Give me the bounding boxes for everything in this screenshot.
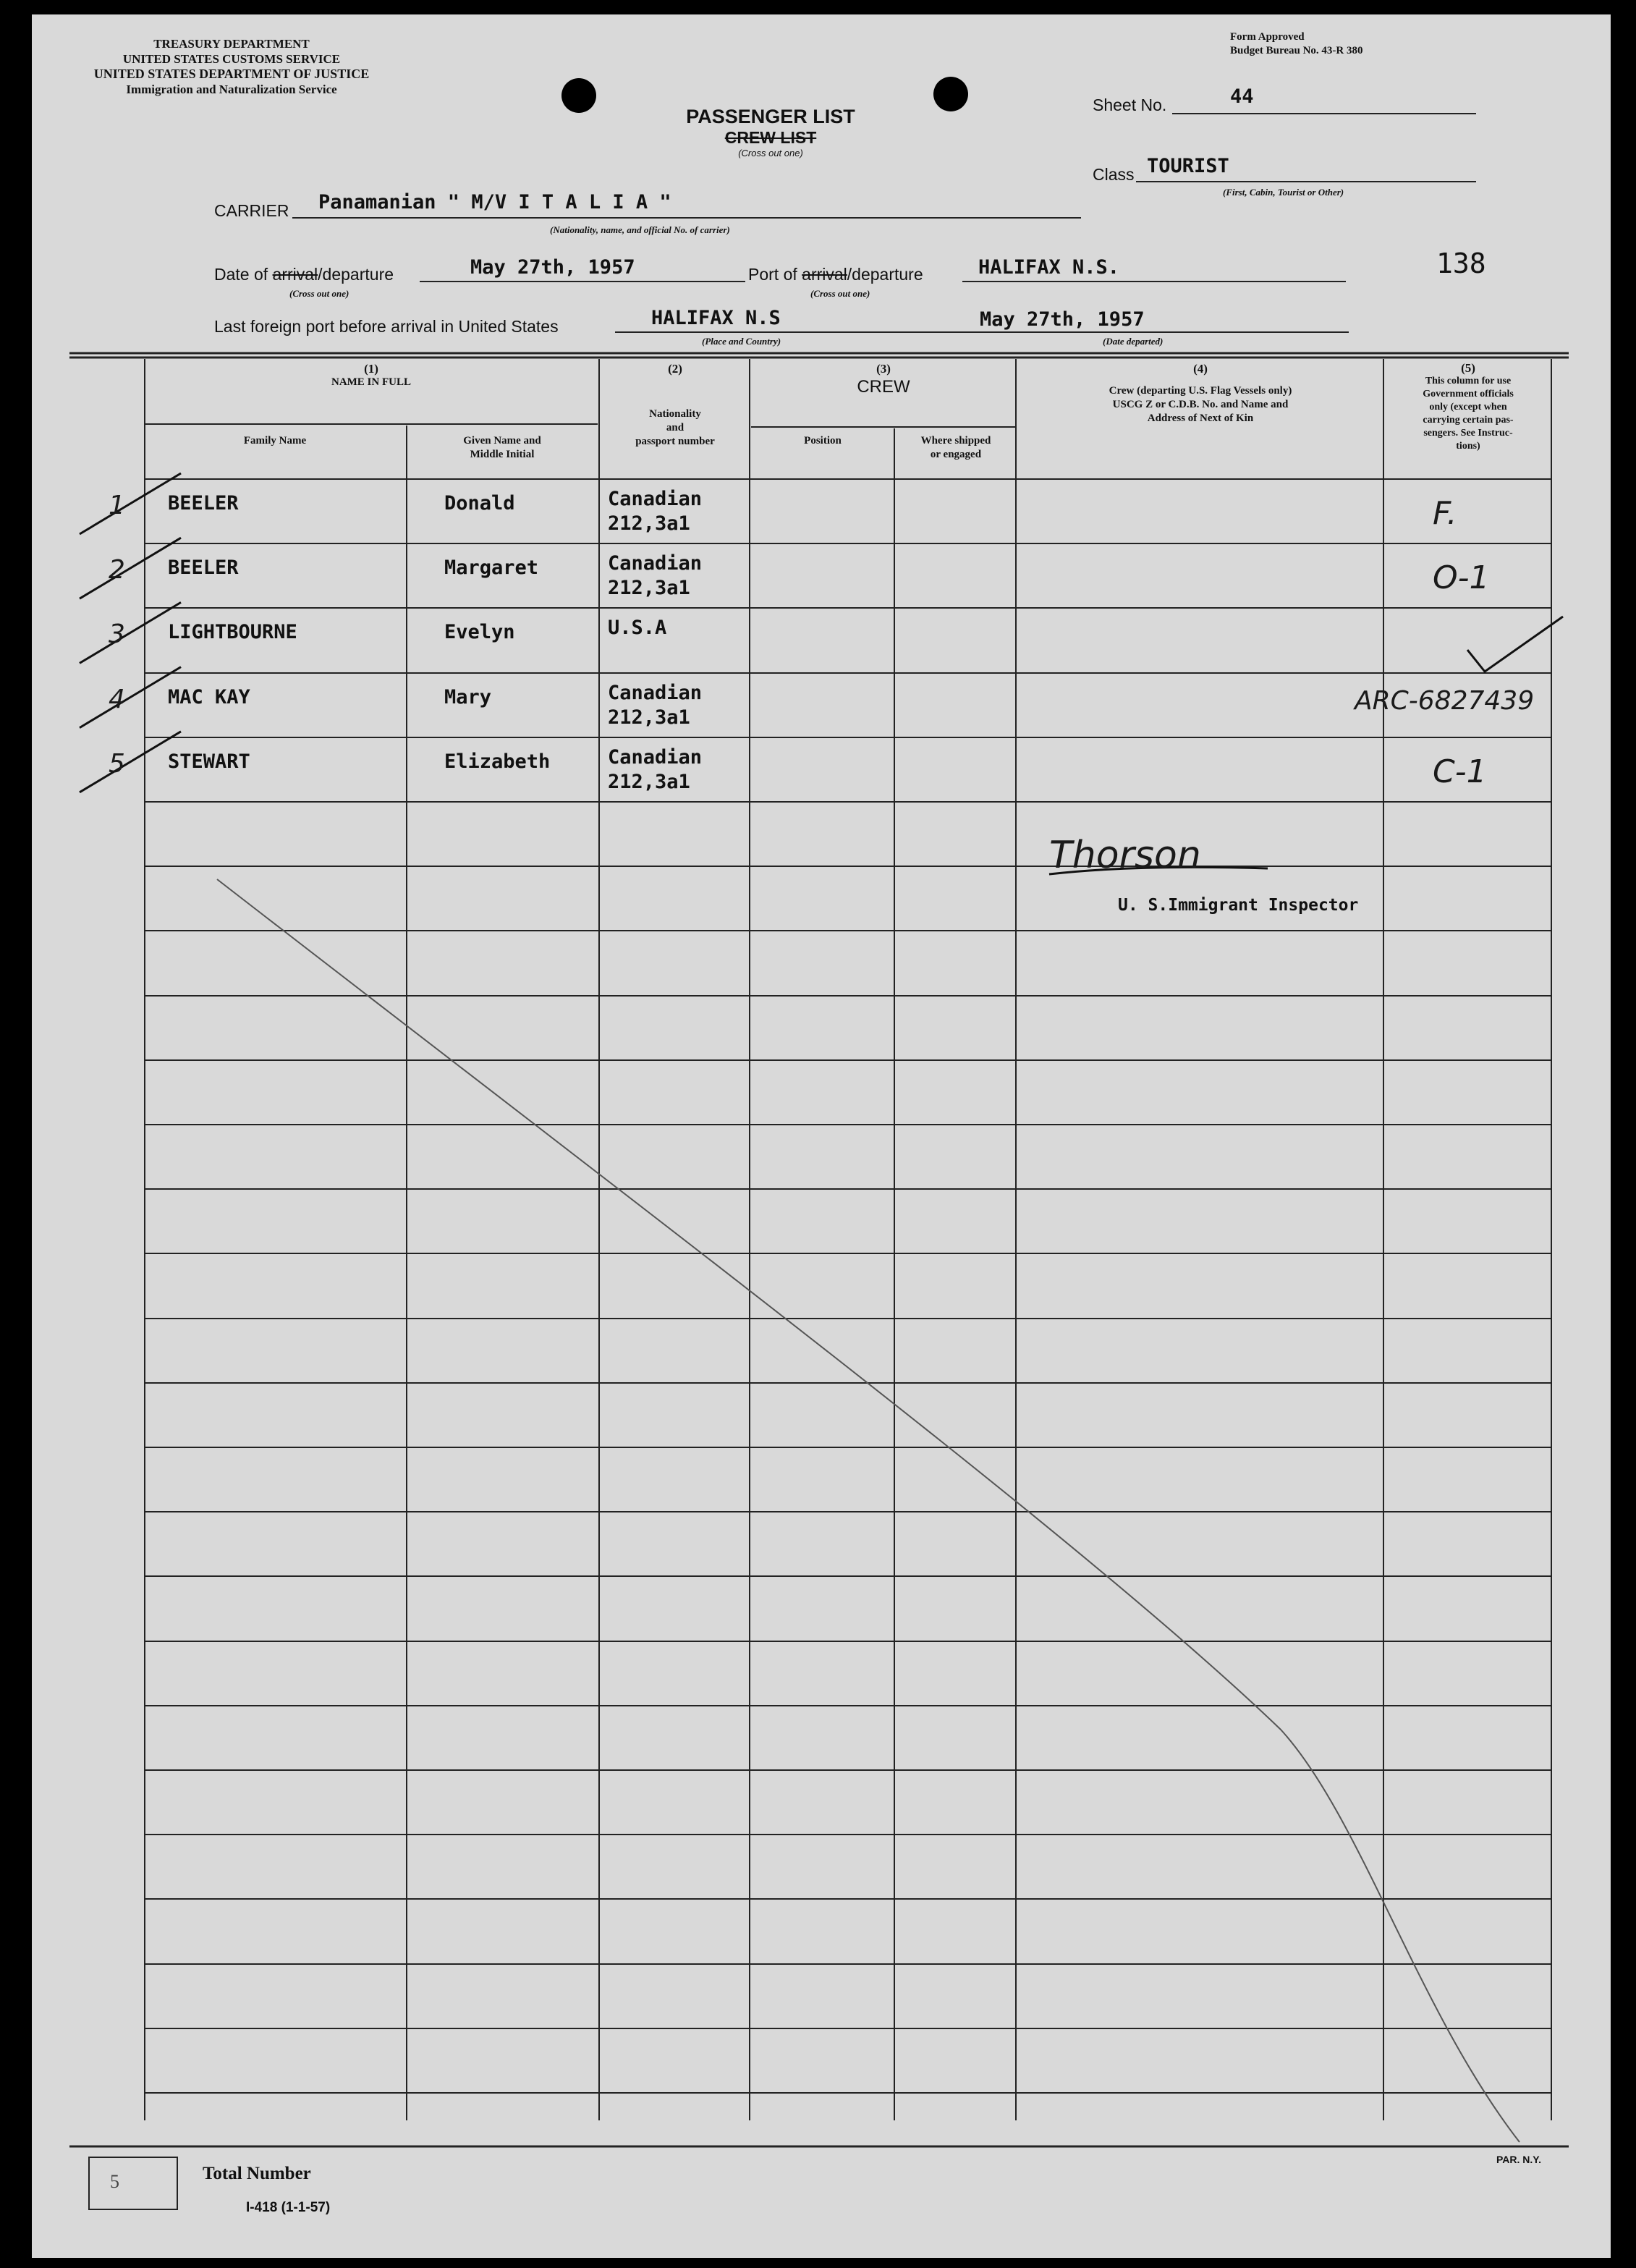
passport-number: 212,3a1 bbox=[608, 706, 690, 729]
family-name: BEELER bbox=[168, 557, 239, 580]
class-note: (First, Cabin, Tourist or Other) bbox=[1223, 187, 1344, 198]
class-label: Class bbox=[1093, 165, 1135, 184]
col5-line-3: only (except when bbox=[1429, 402, 1507, 412]
nationality: Canadian bbox=[608, 681, 703, 704]
last-port-value: HALIFAX N.S bbox=[651, 307, 781, 329]
col3-where-line-1: Where shipped bbox=[920, 435, 991, 447]
passport-number: 212,3a1 bbox=[608, 512, 690, 535]
col5-line-1: This column for use bbox=[1425, 376, 1512, 386]
port-label-prefix: Port of bbox=[748, 265, 802, 284]
col3-position-header: Position bbox=[804, 435, 842, 447]
official-check-mark bbox=[1467, 617, 1563, 672]
agency-line-2: UNITED STATES CUSTOMS SERVICE bbox=[122, 52, 341, 66]
given-name: Donald bbox=[444, 492, 515, 515]
nationality: U.S.A bbox=[608, 617, 667, 640]
inspector-signature: Thorson bbox=[1049, 834, 1201, 877]
last-port-note: (Place and Country) bbox=[702, 336, 781, 347]
col5-header bbox=[1385, 362, 1551, 453]
col3-where-header bbox=[896, 434, 1016, 462]
col4-number: (4) bbox=[1193, 362, 1208, 376]
row-number: 2 bbox=[109, 555, 125, 585]
form-approved-line-1: Form Approved bbox=[1230, 31, 1305, 43]
col4-header bbox=[1017, 362, 1383, 426]
given-name: Evelyn bbox=[444, 621, 515, 644]
row-check-mark bbox=[80, 602, 181, 663]
date-label-prefix: Date of bbox=[214, 265, 273, 284]
nationality: Canadian bbox=[608, 745, 703, 769]
given-name: Margaret bbox=[444, 557, 539, 580]
date-label-suffix: /departure bbox=[318, 265, 394, 284]
col3-title: CREW bbox=[857, 377, 910, 397]
page-number: 138 bbox=[1436, 247, 1486, 279]
given-name: Mary bbox=[444, 685, 492, 708]
col5-line-4: carrying certain pas- bbox=[1423, 415, 1514, 426]
col1-given-line-2: Middle Initial bbox=[470, 449, 535, 460]
row-check-mark bbox=[80, 473, 181, 534]
col5-line-5: sengers. See Instruc- bbox=[1423, 428, 1513, 439]
port-label-struck: arrival bbox=[802, 265, 847, 284]
title-note: (Cross out one) bbox=[738, 148, 803, 158]
family-name: BEELER bbox=[168, 492, 239, 515]
col2-line-2: and bbox=[666, 422, 685, 433]
row-number: 4 bbox=[109, 684, 125, 714]
official-notation: F. bbox=[1433, 495, 1457, 532]
col1-given-line-1: Given Name and bbox=[463, 435, 541, 447]
total-number-value: 5 bbox=[110, 2171, 119, 2192]
cancel-diagonal-line bbox=[217, 879, 1520, 2142]
official-notation: C-1 bbox=[1433, 753, 1487, 790]
row-check-mark bbox=[80, 538, 181, 598]
agency-line-1: TREASURY DEPARTMENT bbox=[153, 37, 310, 51]
port-value: HALIFAX N.S. bbox=[978, 256, 1120, 279]
row-check-mark bbox=[80, 732, 181, 792]
col1-given-header bbox=[407, 434, 598, 462]
inspector-title: U. S.Immigrant Inspector bbox=[1118, 896, 1359, 915]
col2-header bbox=[601, 362, 750, 449]
total-number-box bbox=[88, 2157, 178, 2210]
row-number: 5 bbox=[109, 748, 125, 779]
nationality: Canadian bbox=[608, 552, 703, 575]
row-check-mark bbox=[80, 667, 181, 728]
col5-number: (5) bbox=[1461, 361, 1475, 375]
col4-line-3: Address of Next of Kin bbox=[1147, 412, 1254, 424]
passenger-list-title: PASSENGER LIST bbox=[686, 106, 855, 127]
col2-line-1: Nationality bbox=[649, 408, 701, 420]
port-label-suffix: /departure bbox=[847, 265, 923, 284]
col1-title: NAME IN FULL bbox=[331, 376, 411, 388]
col1-number: (1) bbox=[364, 362, 378, 376]
nationality: Canadian bbox=[608, 488, 703, 510]
port-note: (Cross out one) bbox=[810, 288, 870, 299]
col1-family-header: Family Name bbox=[243, 435, 307, 447]
class-value: TOURIST bbox=[1147, 155, 1229, 177]
col2-line-3: passport number bbox=[635, 436, 715, 447]
date-label-struck: arrival bbox=[272, 265, 318, 284]
last-port-label: Last foreign port before arrival in United States bbox=[214, 317, 559, 336]
date-note: (Cross out one) bbox=[289, 288, 349, 299]
carrier-value: Panamanian " M/V I T A L I A " bbox=[318, 191, 671, 213]
col1-header bbox=[145, 362, 598, 389]
row-number: 3 bbox=[109, 619, 125, 650]
sheet-no-value: 44 bbox=[1230, 85, 1254, 108]
date-value: May 27th, 1957 bbox=[470, 256, 635, 279]
family-name: MAC KAY bbox=[168, 685, 250, 708]
crew-list-title: CREW LIST bbox=[724, 128, 817, 147]
last-port-date-note: (Date departed) bbox=[1103, 336, 1164, 347]
family-name: STEWART bbox=[168, 750, 250, 773]
row-number: 1 bbox=[109, 491, 125, 520]
form-approved-line-2: Budget Bureau No. 43-R 380 bbox=[1230, 45, 1363, 56]
total-number-label: Total Number bbox=[203, 2164, 311, 2183]
col5-line-2: Government officials bbox=[1423, 389, 1514, 399]
col3-header bbox=[751, 362, 1016, 397]
col4-line-2: USCG Z or C.D.B. No. and Name and bbox=[1112, 399, 1289, 410]
given-name: Elizabeth bbox=[444, 750, 551, 773]
form-number: I-418 (1-1-57) bbox=[246, 2200, 331, 2215]
passport-number: 212,3a1 bbox=[608, 577, 690, 600]
printer-mark: PAR. N.Y. bbox=[1496, 2154, 1541, 2165]
passport-number: 212,3a1 bbox=[608, 770, 690, 793]
family-name: LIGHTBOURNE bbox=[168, 621, 297, 644]
sheet-no-label: Sheet No. bbox=[1093, 96, 1167, 114]
col3-number: (3) bbox=[876, 362, 891, 376]
agency-line-3: UNITED STATES DEPARTMENT OF JUSTICE bbox=[93, 67, 370, 81]
col3-where-line-2: or engaged bbox=[930, 449, 982, 460]
last-port-date-value: May 27th, 1957 bbox=[980, 308, 1145, 331]
carrier-label: CARRIER bbox=[214, 201, 289, 220]
carrier-note: (Nationality, name, and official No. of carrier) bbox=[550, 224, 730, 235]
agency-line-4: Immigration and Naturalization Service bbox=[126, 82, 337, 96]
col2-number: (2) bbox=[668, 362, 682, 376]
col5-line-6: tions) bbox=[1456, 441, 1480, 452]
col4-line-1: Crew (departing U.S. Flag Vessels only) bbox=[1109, 385, 1292, 397]
official-notation: O-1 bbox=[1433, 559, 1490, 597]
official-notation: ARC-6827439 bbox=[1355, 685, 1535, 716]
